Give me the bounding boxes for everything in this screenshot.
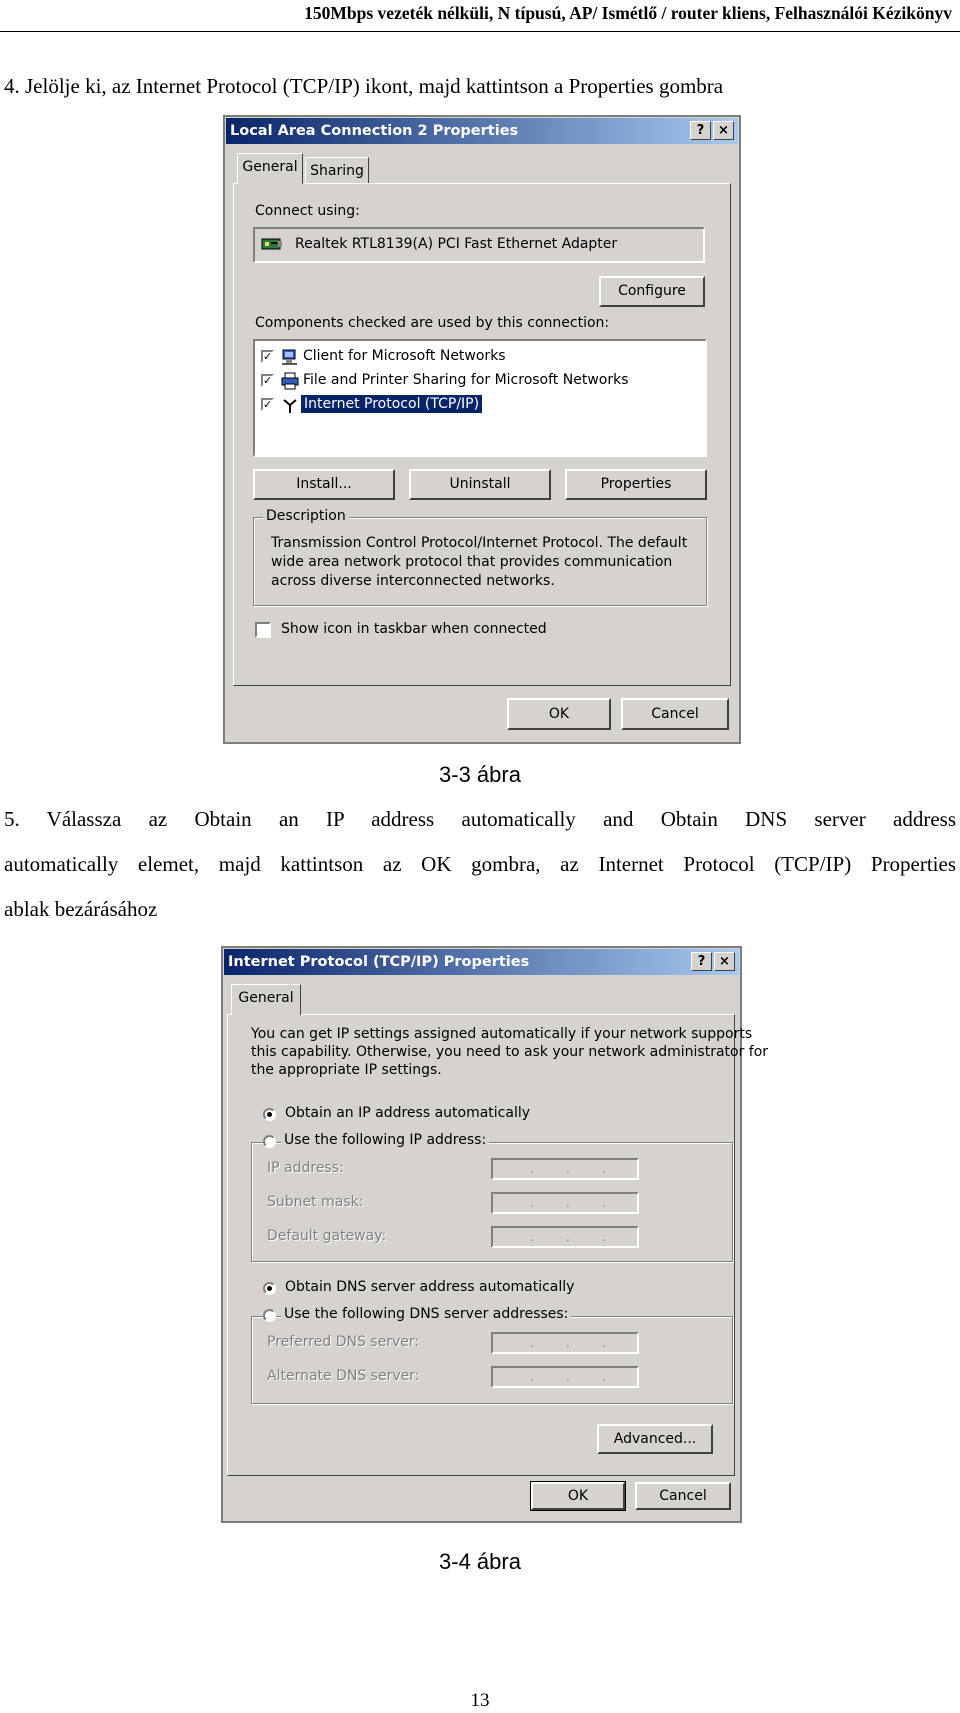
- network-adapter-icon: [261, 236, 283, 256]
- advanced-button[interactable]: Advanced...: [597, 1424, 713, 1454]
- list-item[interactable]: [261, 395, 681, 415]
- obtain-dns-radio[interactable]: [263, 1282, 276, 1295]
- intro-line: the appropriate IP settings.: [251, 1062, 442, 1078]
- figure-caption-3-3: 3-3 ábra: [439, 762, 521, 787]
- printer-sharing-icon: [281, 372, 299, 394]
- dialog1-titlebar: [226, 118, 738, 144]
- list-item[interactable]: [261, 371, 681, 391]
- obtain-ip-label: Obtain an IP address automatically: [285, 1105, 531, 1121]
- components-list[interactable]: [253, 339, 707, 457]
- component-label: Client for Microsoft Networks: [303, 348, 506, 364]
- subnet-mask-label: Subnet mask:: [267, 1194, 364, 1210]
- tcpip-properties-dialog: [221, 946, 769, 1523]
- step-5-line: 5. Válassza az Obtain an IP address automatically and Obtain DNS server address: [4, 807, 956, 831]
- connect-using-label: Connect using:: [255, 203, 360, 219]
- preferred-dns-label: Preferred DNS server:: [267, 1334, 420, 1350]
- obtain-ip-radio[interactable]: [263, 1108, 276, 1121]
- tab-general[interactable]: General: [237, 153, 303, 184]
- client-network-icon: [281, 348, 299, 370]
- component-checkbox[interactable]: ✓: [263, 350, 273, 363]
- step-5-line: ablak bezárásához: [4, 897, 158, 921]
- figure-caption-3-4: 3-4 ábra: [439, 1549, 521, 1574]
- cancel-button[interactable]: Cancel: [621, 698, 729, 730]
- configure-button[interactable]: Configure: [599, 276, 705, 307]
- component-checkbox[interactable]: ✓: [263, 398, 273, 411]
- dialog2-title: Internet Protocol (TCP/IP) Properties: [228, 954, 530, 970]
- adapter-name: Realtek RTL8139(A) PCI Fast Ethernet Adapter: [295, 236, 618, 252]
- use-dns-label: Use the following DNS server addresses:: [281, 1306, 571, 1322]
- step-5-text: [4, 797, 956, 932]
- component-label-selected: Internet Protocol (TCP/IP): [301, 395, 482, 413]
- intro-line: this capability. Otherwise, you need to ask your network administrator for: [251, 1044, 769, 1060]
- ok-button[interactable]: OK: [507, 698, 611, 730]
- default-gateway-label: Default gateway:: [267, 1228, 387, 1244]
- show-icon-label: Show icon in taskbar when connected: [281, 621, 547, 637]
- default-gateway-input[interactable]: . . .: [491, 1226, 639, 1248]
- obtain-dns-label: Obtain DNS server address automatically: [285, 1279, 575, 1295]
- alternate-dns-input[interactable]: . . .: [491, 1366, 639, 1388]
- uninstall-button[interactable]: Uninstall: [409, 469, 551, 500]
- ip-address-label: IP address:: [267, 1160, 344, 1176]
- local-area-connection-dialog: [223, 115, 741, 744]
- subnet-mask-input[interactable]: . . .: [491, 1192, 639, 1214]
- install-button[interactable]: Install...: [253, 469, 395, 500]
- adapter-field: [253, 227, 705, 263]
- close-button[interactable]: ×: [713, 121, 734, 140]
- dialog2-titlebar: [224, 949, 739, 975]
- protocol-icon: [281, 396, 299, 418]
- show-icon-checkbox[interactable]: [255, 622, 271, 638]
- ok-button[interactable]: OK: [531, 1482, 625, 1510]
- alternate-dns-label: Alternate DNS server:: [267, 1368, 420, 1384]
- page-number: 13: [470, 1690, 490, 1711]
- component-checkbox[interactable]: ✓: [263, 374, 273, 387]
- page-header: 150Mbps vezeték nélküli, N típusú, AP/ Ismétlő / router kliens, Felhasználói Kézikönyv: [304, 3, 952, 23]
- description-line: Transmission Control Protocol/Internet Protocol. The default: [271, 535, 688, 551]
- tab-general[interactable]: General: [231, 984, 301, 1015]
- step-5-line: automatically elemet, majd kattintson az OK gombra, az Internet Protocol (TCP/IP) Properties: [4, 852, 956, 876]
- help-button[interactable]: ?: [690, 121, 711, 140]
- description-title: Description: [263, 508, 349, 524]
- component-label: File and Printer Sharing for Microsoft Networks: [303, 372, 629, 388]
- components-label: Components checked are used by this connection:: [255, 315, 610, 331]
- cancel-button[interactable]: Cancel: [635, 1482, 731, 1510]
- ip-address-input[interactable]: . . .: [491, 1158, 639, 1180]
- tab-sharing[interactable]: Sharing: [305, 157, 369, 183]
- use-dns-radio[interactable]: [263, 1309, 276, 1322]
- use-ip-radio[interactable]: [263, 1135, 276, 1148]
- header-rule: [0, 31, 960, 32]
- dialog1-title: Local Area Connection 2 Properties: [230, 123, 519, 139]
- description-line: across diverse interconnected networks.: [271, 573, 555, 589]
- description-line: wide area network protocol that provides communication: [271, 554, 673, 570]
- intro-line: You can get IP settings assigned automatically if your network supports: [251, 1026, 753, 1042]
- step-4-text: 4. Jelölje ki, az Internet Protocol (TCP/IP) ikont, majd kattintson a Properties gombra: [4, 74, 724, 98]
- list-item[interactable]: [261, 347, 681, 367]
- preferred-dns-input[interactable]: . . .: [491, 1332, 639, 1354]
- static-dns-group: [251, 1316, 733, 1404]
- use-ip-label: Use the following IP address:: [281, 1132, 489, 1148]
- close-button[interactable]: ×: [714, 952, 735, 971]
- properties-button[interactable]: Properties: [565, 469, 707, 500]
- help-button[interactable]: ?: [691, 952, 712, 971]
